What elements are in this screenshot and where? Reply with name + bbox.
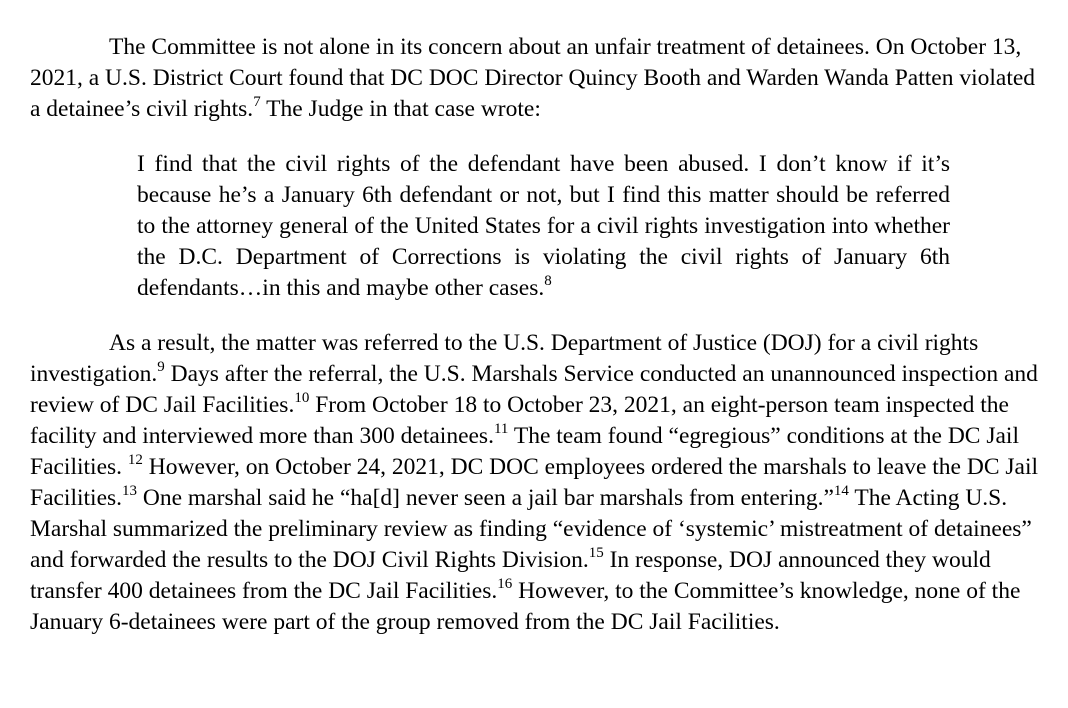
text-run: I find that the civil rights of the defendant have been abused. I don’t know if it’s because he’s a January 6th defendant or not, but I find this matter should be referred to the attorney general of the United States for a civil rights investigation into whether the D.C. Department of Corrections is violating the civil rights of January 6th defendants…in this and maybe other cases. <box>137 151 950 301</box>
footnote-marker: 10 <box>294 390 310 407</box>
text-run: The Committee is not alone in its concern about an unfair treatment of detainees. On October 13, 2021, a U.S. District Court found that DC DOC Director Quincy Booth and Warden Wanda Patten violated a detainee’s civil rights. <box>30 34 1036 122</box>
text-run: The Judge in that case wrote: <box>260 96 541 122</box>
footnote-marker: 12 <box>127 452 143 469</box>
text-run: One marshal said he “ha[d] never seen a jail bar marshals from entering.” <box>137 485 834 511</box>
text-run: However, to the Committee’s knowledge, none of the January 6-detainees were part of the group removed from the DC Jail Facilities. <box>30 578 1021 635</box>
footnote-marker: 11 <box>493 421 509 438</box>
paragraph-result <box>30 328 1038 638</box>
footnote-marker: 16 <box>497 576 513 593</box>
footnote-marker: 15 <box>588 545 604 562</box>
footnote-marker: 14 <box>833 483 849 500</box>
text-run: Days after the referral, the U.S. Marshals Service conducted an unannounced inspection and review of DC Jail Facilities. <box>30 361 1038 418</box>
text-run: The Acting U.S. Marshal summarized the preliminary review as finding “evidence of ‘systemic’ mistreatment of detainees” and forwarded the results to the DOJ Civil Rights Division. <box>30 485 1032 573</box>
text-run: As a result, the matter was referred to the U.S. Department of Justice (DOJ) for a civil rights investigation. <box>30 330 979 387</box>
text-run: From October 18 to October 23, 2021, an eight-person team inspected the facility and interviewed more than 300 detainees. <box>30 392 1009 449</box>
text-run: In response, DOJ announced they would transfer 400 detainees from the DC Jail Facilities. <box>30 547 991 604</box>
footnote-marker: 8 <box>544 273 552 290</box>
footnote-marker: 7 <box>253 94 261 111</box>
footnote-marker: 9 <box>157 359 165 376</box>
footnote-marker: 13 <box>122 483 138 500</box>
paragraph-intro <box>30 32 1038 125</box>
text-run: However, on October 24, 2021, DC DOC employees ordered the marshals to leave the DC Jail Facilities. <box>30 454 1039 511</box>
text-run: The team found “egregious” conditions at the DC Jail Facilities. <box>30 423 1019 480</box>
block-quote-judge <box>137 149 950 304</box>
